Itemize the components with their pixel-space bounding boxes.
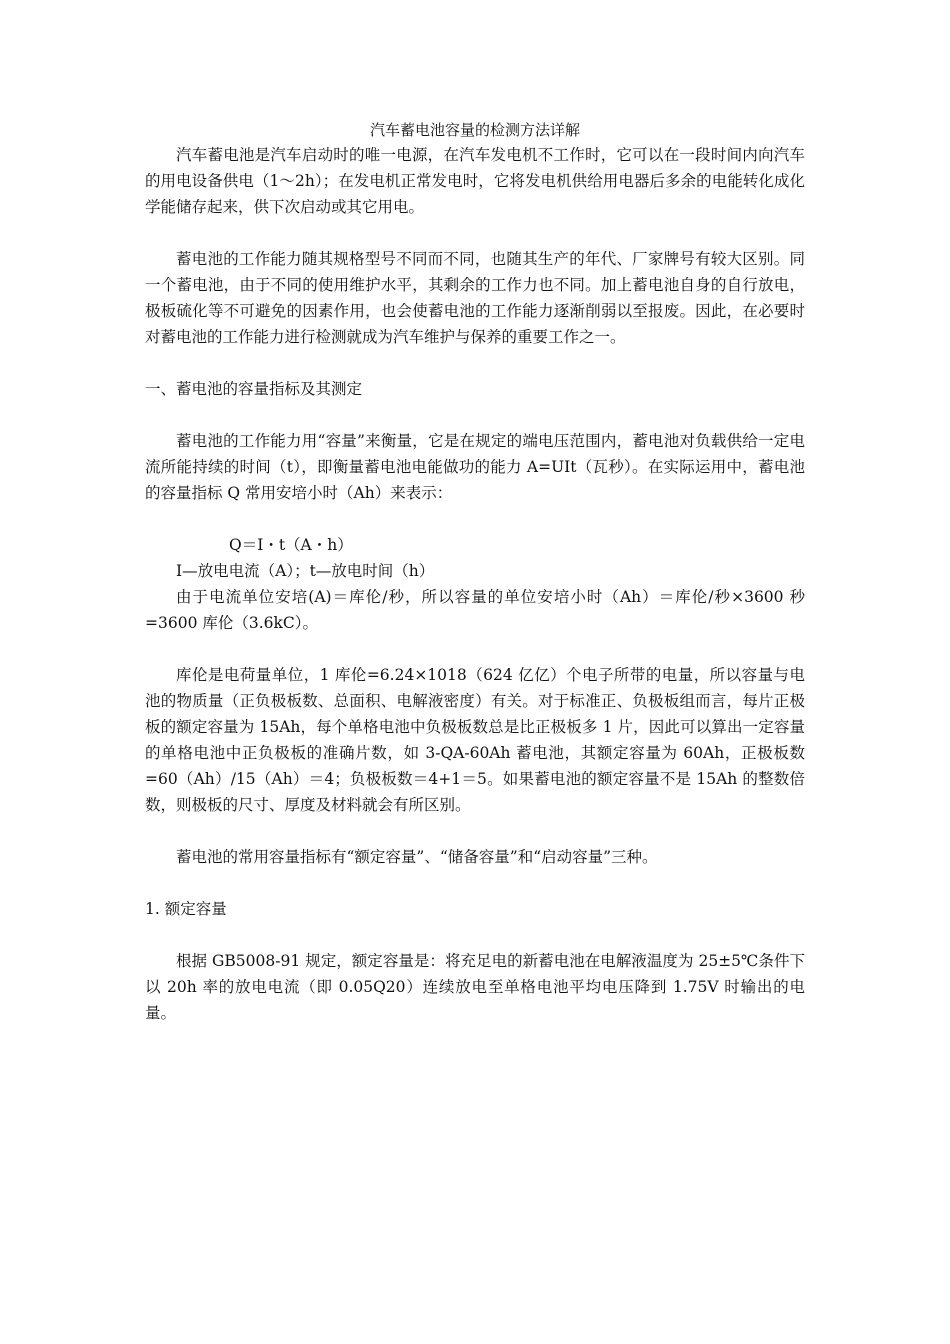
document-page (145, 118, 805, 1026)
document-title: 汽车蓄电池容量的检测方法详解 (369, 121, 580, 139)
paragraph-coulomb: 库伦是电荷量单位，1 库伦=6.24×1018（624 亿亿）个电子所带的电量，所以容量与电池的物质量（正负极板数、总面积、电解液密度）有关。对于标准正、负极板组而言，每片正极板的额定容量为 15Ah，每个单格电池中负极板数总是比正极板多 1 片，因此可以算出一定容量的单格电池中正负极板的准确片数，如 3-QA-60Ah 蓄电池，其额定容量为 60Ah，正极板数=60（Ah）/15（Ah）＝4；负极板数＝4+1＝5。如果蓄电池的额定容量不是 15Ah 的整数倍数，则极板的尺寸、厚度及材料就会有所区别。 (145, 666, 805, 814)
capacity-formula: Q＝I・t（A・h） (229, 536, 353, 554)
section-1-heading: 一、蓄电池的容量指标及其测定 (145, 380, 363, 398)
paragraph-working-capacity: 蓄电池的工作能力随其规格型号不同而不同，也随其生产的年代、厂家牌号有较大区别。同一个蓄电池，由于不同的使用维护水平，其剩余的工作力也不同。加上蓄电池自身的自行放电，极板硫化等不可避免的因素作用，也会使蓄电池的工作能力逐渐削弱以至报废。因此，在必要时对蓄电池的工作能力进行检测就成为汽车维护与保养的重要工作之一。 (145, 250, 805, 346)
paragraph-capacity-indicators: 蓄电池的常用容量指标有“额定容量”、“储备容量”和“启动容量”三种。 (176, 848, 658, 866)
spacer (145, 350, 805, 376)
paragraph-rated-capacity: 根据 GB5008-91 规定，额定容量是：将充足电的新蓄电池在电解液温度为 25±5℃条件下以 20h 率的放电电流（即 0.05Q20）连续放电至单格电池平均电压降到 1.75V 时输出的电量。 (145, 952, 805, 1022)
formula-legend: I—放电电流（A）；t—放电时间（h） (176, 562, 435, 580)
spacer (145, 220, 805, 246)
paragraph-unit-conversion: 由于电流单位安培(A)＝库伦/秒，所以容量的单位安培小时（Ah）＝库伦/秒×3600 秒=3600 库伦（3.6kC）。 (145, 588, 805, 632)
spacer (145, 402, 805, 428)
spacer (145, 636, 805, 662)
intro-paragraph: 汽车蓄电池是汽车启动时的唯一电源，在汽车发电机不工作时，它可以在一段时间内向汽车的用电设备供电（1～2h）；在发电机正常发电时，它将发电机供给用电器后多余的电能转化成化学能储存起来，供下次启动或其它用电。 (145, 146, 805, 216)
paragraph-capacity-definition: 蓄电池的工作能力用“容量”来衡量，它是在规定的端电压范围内，蓄电池对负载供给一定电流所能持续的时间（t），即衡量蓄电池电能做功的能力 A=UIt（瓦秒）。在实际运用中，蓄电池的容量指标 Q 常用安培小时（Ah）来表示： (145, 432, 805, 502)
spacer (145, 818, 805, 844)
spacer (145, 506, 805, 532)
subsection-1-heading: 1. 额定容量 (145, 900, 227, 918)
spacer (145, 922, 805, 948)
spacer (145, 870, 805, 896)
